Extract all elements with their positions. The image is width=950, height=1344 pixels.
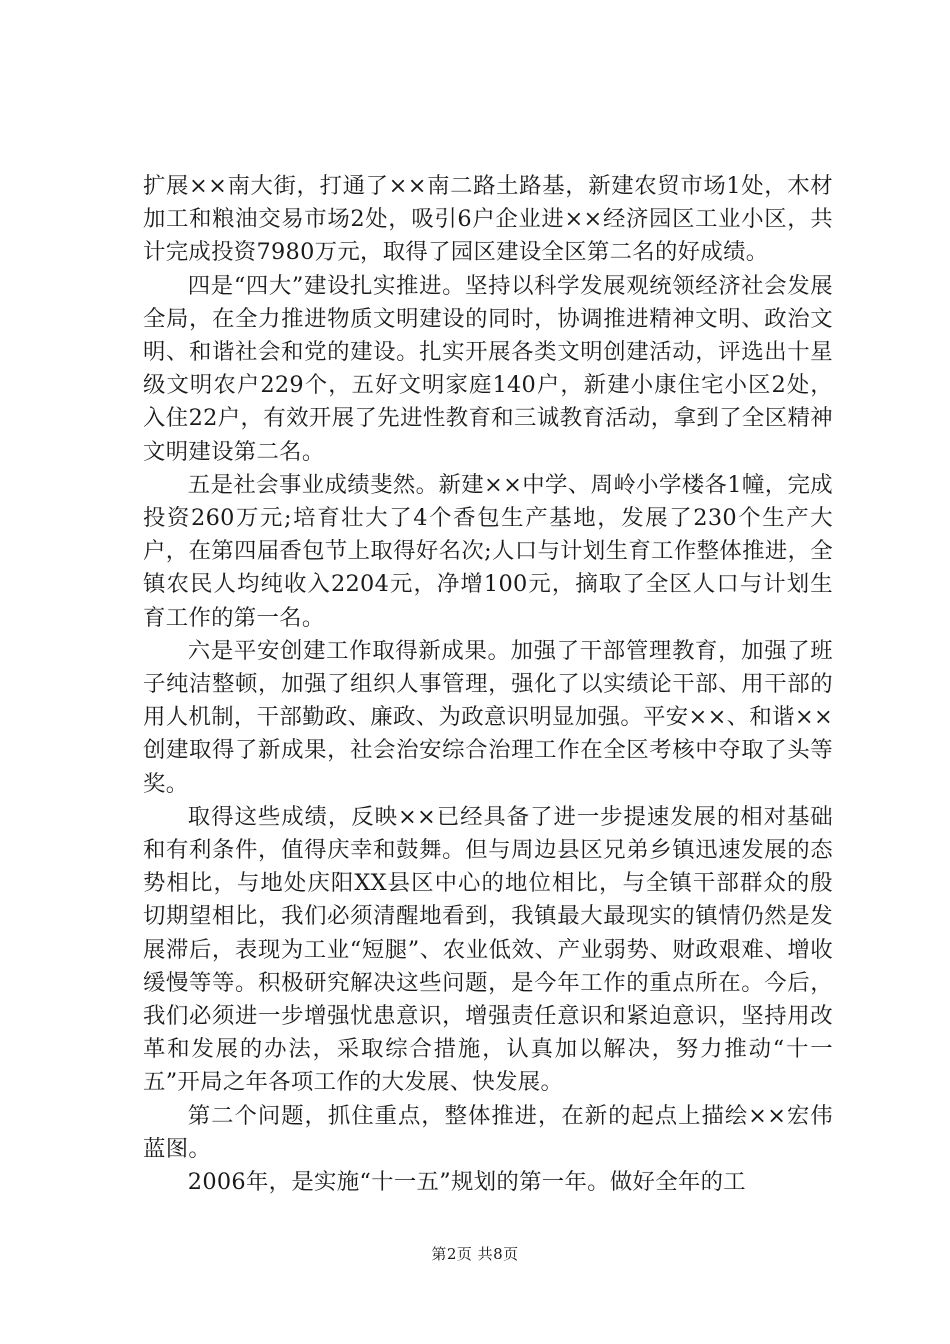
paragraph-second-issue: 第二个问题，抓住重点，整体推进，在新的起点上描绘××宏伟蓝图。 bbox=[143, 1102, 833, 1162]
document-body bbox=[143, 170, 833, 1199]
paragraph-continuation: 扩展××南大街，打通了××南二路土路基，新建农贸市场1处，木材加工和粮油交易市场2处，吸引6户企业进××经济园区工业小区，共计完成投资7980万元，取得了园区建设全区第二名的好成绩。 bbox=[143, 173, 833, 266]
paragraph-achievements-summary: 取得这些成绩，反映××已经具备了进一步提速发展的相对基础和有利条件，值得庆幸和鼓舞。但与周边县区兄弟乡镇迅速发展的态势相比，与地处庆阳XX县区中心的地位相比，与全镇干部群众的殷切期望相比，我们必须清醒地看到，我镇最大最现实的镇情仍然是发展滞后，表现为工业“短腿”、农业低效、产业弱势、财政艰难、增收缓慢等等。积极研究解决这些问题，是今年工作的重点所在。今后，我们必须进一步增强忧患意识，增强责任意识和紧迫意识，坚持用改革和发展的办法，采取综合措施，认真加以解决，努力推动“十一五”开局之年各项工作的大发展、快发展。 bbox=[143, 803, 833, 1096]
paragraph-four-major-construction: 四是“四大”建设扎实推进。坚持以科学发展观统领经济社会发展全局，在全力推进物质文明建设的同时，协调推进精神文明、政治文明、和谐社会和党的建设。扎实开展各类文明创建活动，评选出十星级文明农户229个，五好文明家庭140户，新建小康住宅小区2处，入住22户，有效开展了先进性教育和三诚教育活动，拿到了全区精神文明建设第二名。 bbox=[143, 272, 833, 465]
paragraph-social-undertakings: 五是社会事业成绩斐然。新建××中学、周岭小学楼各1幢，完成投资260万元;培育壮大了4个香包生产基地，发展了230个生产大户，在第四届香包节上取得好名次;人口与计划生育工作整体推进，全镇农民人均纯收入2204元，净增100元，摘取了全区人口与计划生育工作的第一名。 bbox=[143, 471, 833, 631]
page-number-footer: 第2页 共8页 bbox=[431, 1245, 519, 1263]
paragraph-safety-construction: 六是平安创建工作取得新成果。加强了干部管理教育，加强了班子纯洁整顿，加强了组织人事管理，强化了以实绩论干部、用干部的用人机制，干部勤政、廉政、为政意识明显加强。平安××、和谐××创建取得了新成果，社会治安综合治理工作在全区考核中夺取了头等奖。 bbox=[143, 637, 833, 797]
paragraph-year-2006: 2006年，是实施“十一五”规划的第一年。做好全年的工 bbox=[187, 1169, 746, 1196]
